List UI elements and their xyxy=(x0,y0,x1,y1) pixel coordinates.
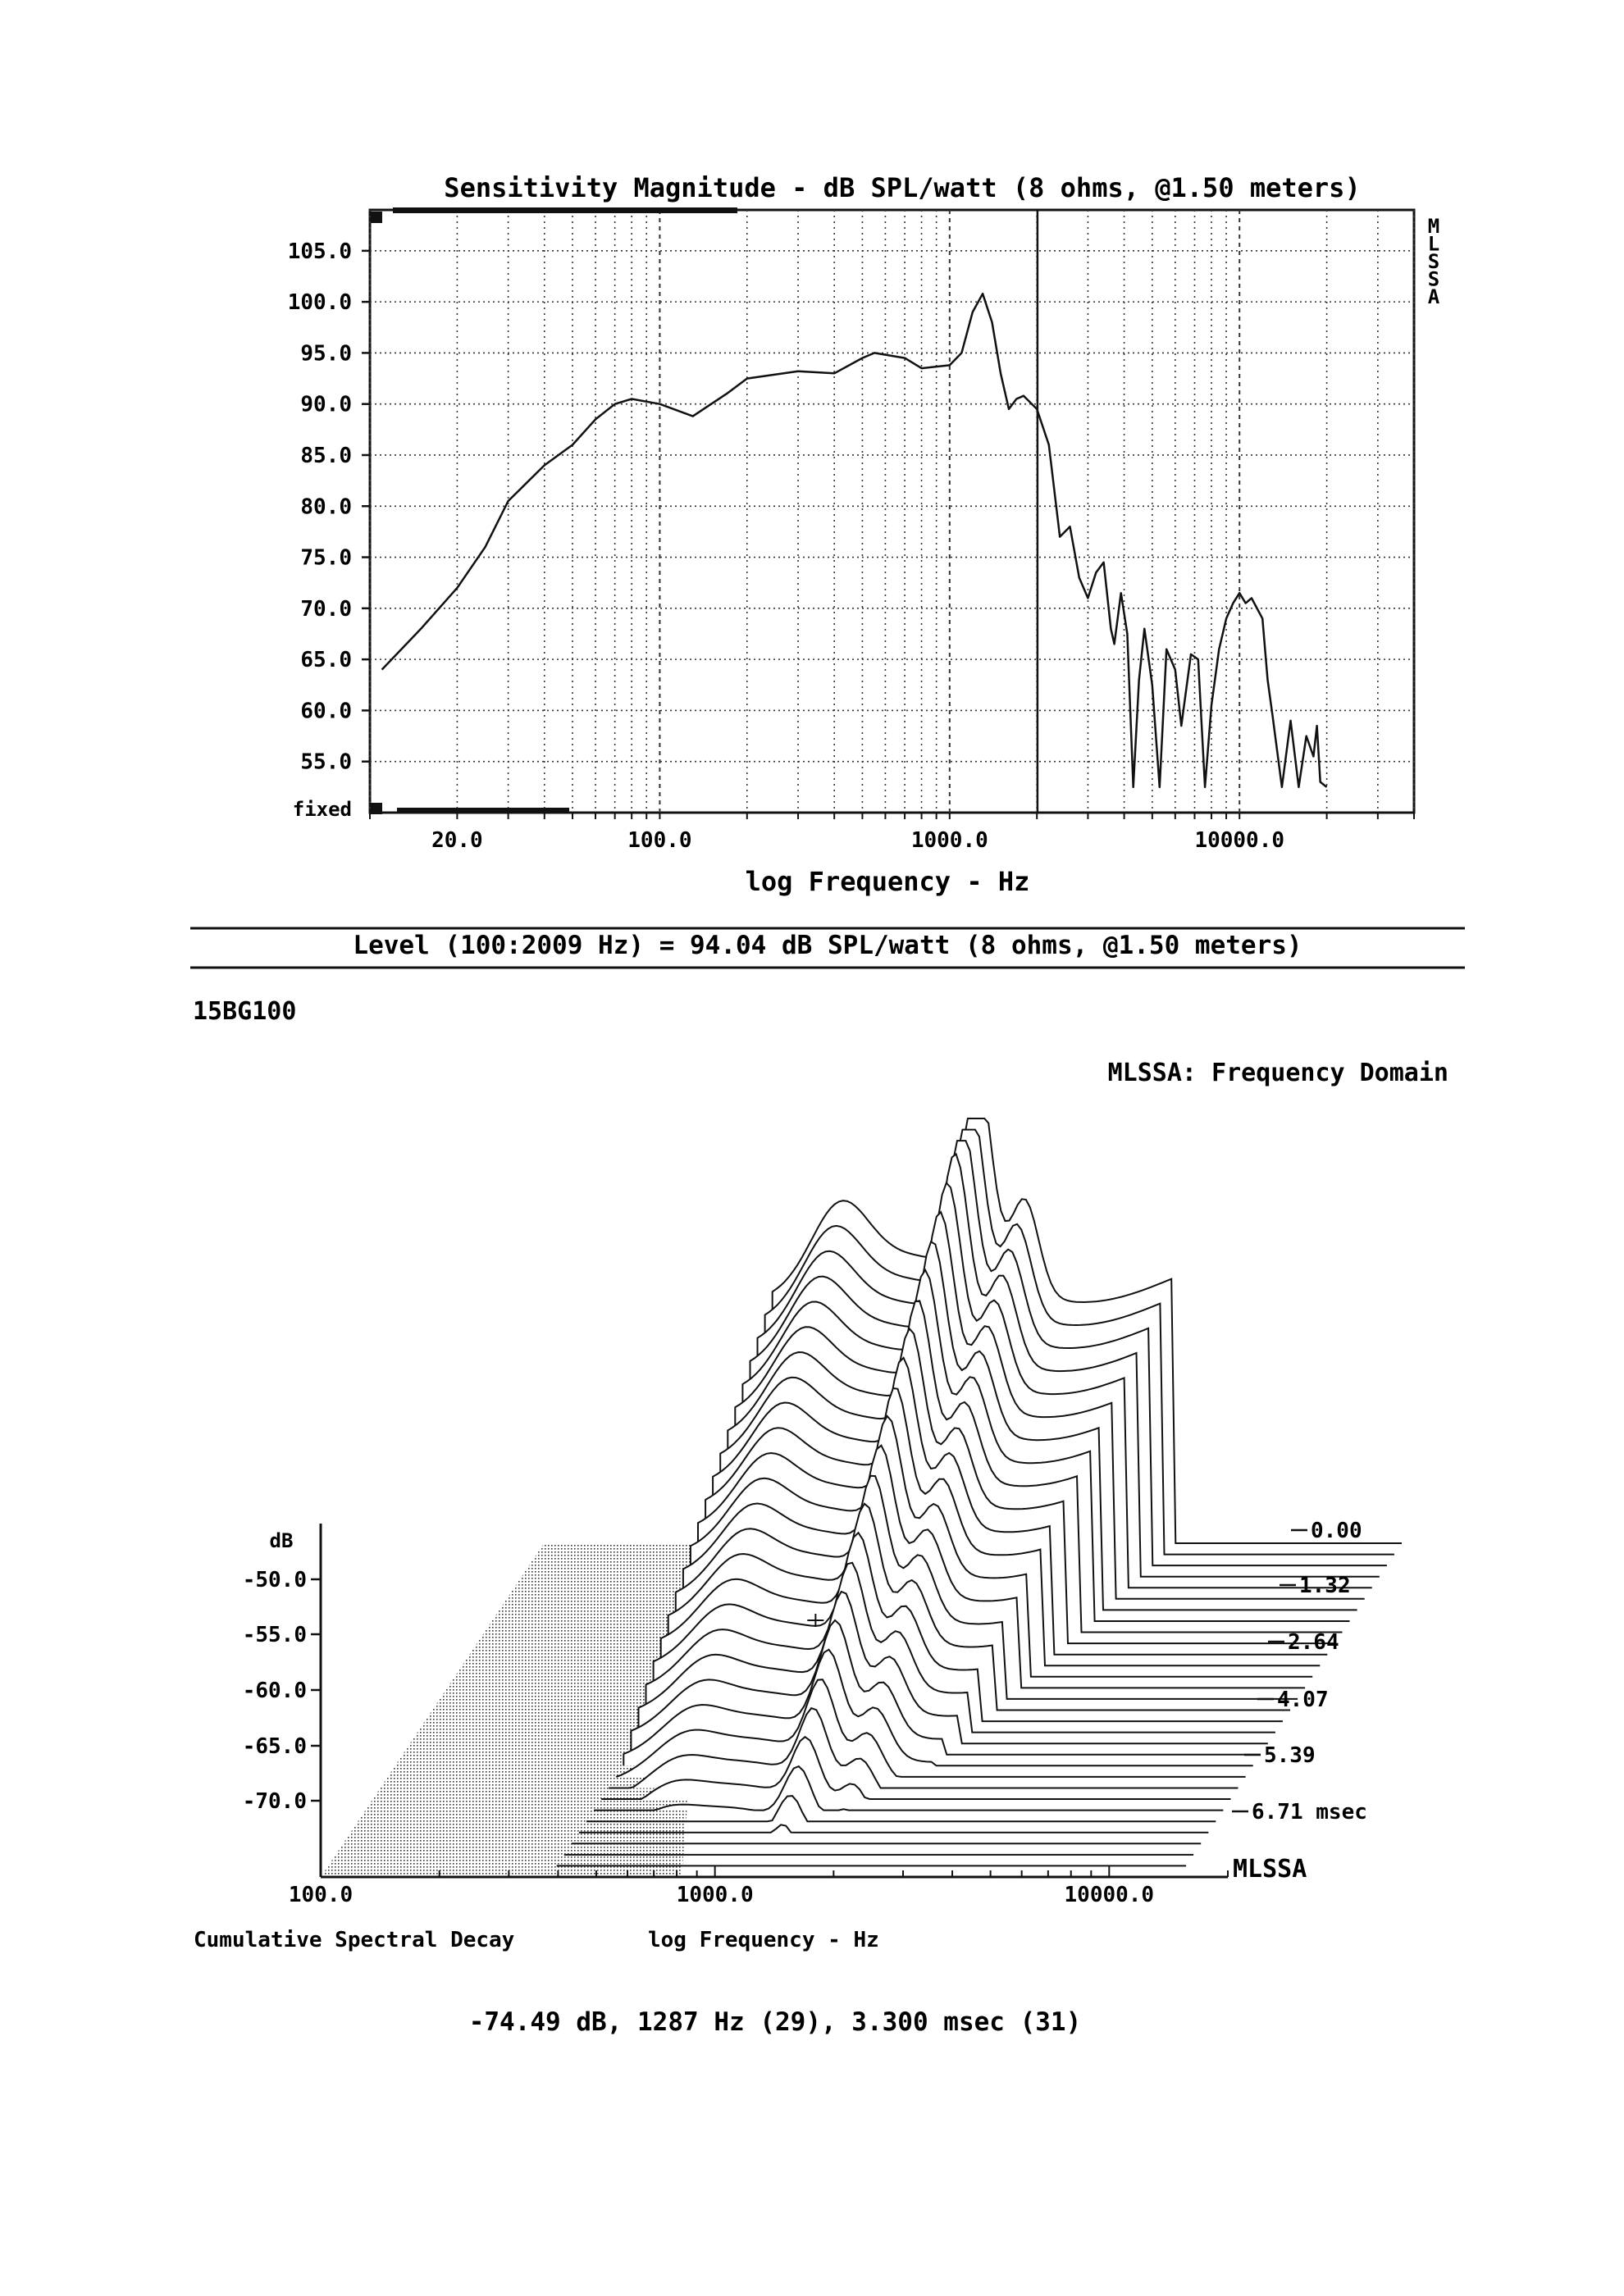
y-tick-label: 90.0 xyxy=(300,392,352,417)
time-tick-label: 0.00 xyxy=(1311,1519,1362,1543)
mlssa-letter: A xyxy=(1427,285,1440,308)
y-tick-label: 100.0 xyxy=(287,290,352,316)
time-tick-label: 5.39 xyxy=(1264,1743,1316,1768)
domain-label: MLSSA: Frequency Domain xyxy=(1107,1059,1448,1087)
y-tick-label: 75.0 xyxy=(300,545,352,571)
x-axis-label: log Frequency - Hz xyxy=(648,1928,879,1952)
sensitivity-chart xyxy=(288,172,1440,897)
series-line xyxy=(382,294,1327,787)
time-tick-label: 6.71 msec xyxy=(1252,1800,1367,1824)
grid xyxy=(370,210,1414,813)
scale-mark xyxy=(371,803,382,814)
y-tick-label: -55.0 xyxy=(242,1623,307,1647)
x-axis xyxy=(370,813,1414,853)
x-tick-label: 100.0 xyxy=(288,1883,354,1907)
y-tick-label: -70.0 xyxy=(242,1789,307,1814)
level-summary: Level (100:2009 Hz) = 94.04 dB SPL/watt (8 ohms, @1.50 meters) xyxy=(353,931,1302,960)
y-tick-label: 55.0 xyxy=(300,749,352,775)
y-tick-label: 80.0 xyxy=(300,494,352,520)
y-axis xyxy=(288,239,370,821)
mlssa-letter: M xyxy=(1427,215,1440,238)
y-tick-label: 105.0 xyxy=(287,239,352,264)
y-tick-label: 65.0 xyxy=(300,648,352,673)
scale-mark xyxy=(371,212,382,223)
scale-bar xyxy=(397,808,569,813)
y-tick-label: 95.0 xyxy=(300,341,352,367)
y-floor-label: fixed xyxy=(292,798,352,821)
x-tick-label: 10000.0 xyxy=(1194,828,1285,853)
y-tick-label: 85.0 xyxy=(300,443,352,468)
y-tick-label: -60.0 xyxy=(242,1679,307,1703)
y-tick-label: -65.0 xyxy=(242,1734,307,1759)
scale-bar xyxy=(393,207,737,213)
x-tick-label: 10000.0 xyxy=(1064,1883,1155,1907)
model-label: 15BG100 xyxy=(193,997,297,1026)
x-tick-label: 1000.0 xyxy=(910,828,988,853)
waterfall-chart xyxy=(194,1118,1402,1952)
scale-marks xyxy=(371,207,737,814)
y-tick-label: 60.0 xyxy=(300,699,352,724)
time-tick-label: 1.32 xyxy=(1299,1574,1351,1598)
x-tick-label: 1000.0 xyxy=(676,1883,754,1907)
y-axis-label: dB xyxy=(269,1529,294,1552)
chart-title: Sensitivity Magnitude - dB SPL/watt (8 ohms, @1.50 meters) xyxy=(444,172,1361,203)
y-tick-label: -50.0 xyxy=(242,1568,307,1592)
cursor-readout: -74.49 dB, 1287 Hz (29), 3.300 msec (31) xyxy=(468,2007,1082,2037)
time-tick-label: 2.64 xyxy=(1288,1630,1339,1655)
x-tick-label: 20.0 xyxy=(431,828,483,853)
chart-title: Cumulative Spectral Decay xyxy=(194,1928,515,1952)
y-tick-label: 70.0 xyxy=(300,596,352,622)
brand-label: MLSSA xyxy=(1233,1855,1307,1884)
mlssa-letter: L xyxy=(1427,232,1440,256)
time-tick-label: 4.07 xyxy=(1277,1688,1329,1712)
x-tick-label: 100.0 xyxy=(627,828,692,853)
mlssa-vertical-label xyxy=(1428,215,1440,308)
x-axis-label: log Frequency - Hz xyxy=(745,866,1030,897)
mlssa-letter: S xyxy=(1427,250,1440,273)
mlssa-letter: S xyxy=(1427,267,1440,291)
plot-frame xyxy=(370,210,1414,813)
